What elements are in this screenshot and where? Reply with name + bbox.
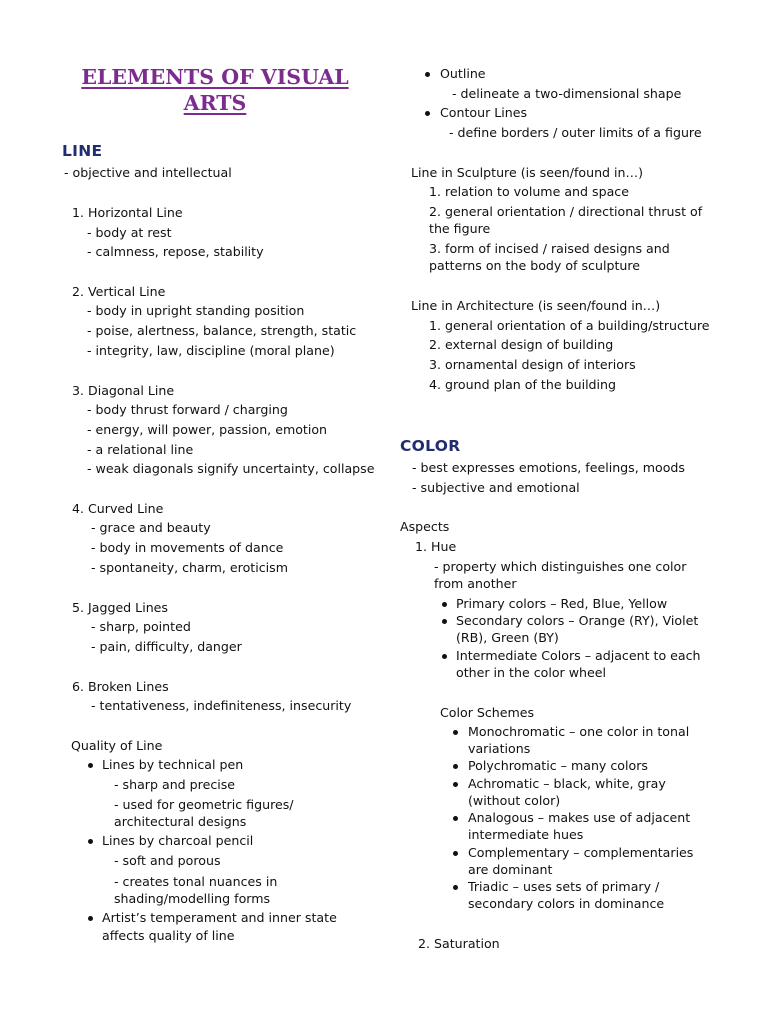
color-intro: - best expresses emotions, feelings, moods	[412, 460, 685, 475]
list-item: - body in movements of dance	[91, 540, 284, 555]
list-item: secondary colors in dominance	[468, 896, 665, 911]
list-item: - body in upright standing position	[87, 303, 305, 318]
list-item: - body at rest	[87, 225, 172, 240]
bullet-icon	[453, 730, 458, 735]
list-item: - poise, alertness, balance, strength, static	[87, 323, 357, 338]
list-item: - creates tonal nuances in	[114, 874, 278, 889]
list-item: Lines by technical pen	[102, 757, 244, 772]
bullet-icon	[425, 72, 430, 77]
list-item: Triadic – uses sets of primary /	[468, 879, 660, 894]
bullet-icon	[88, 916, 93, 921]
list-item: - used for geometric figures/	[114, 797, 294, 812]
bullet-icon	[453, 885, 458, 890]
list-item: 1. relation to volume and space	[429, 184, 629, 199]
list-item: Outline	[440, 66, 486, 81]
list-item: Monochromatic – one color in tonal	[468, 724, 690, 739]
list-item: - calmness, repose, stability	[87, 244, 264, 259]
aspects-title: Aspects	[400, 519, 450, 534]
bullet-icon	[453, 851, 458, 856]
list-item: patterns on the body of sculpture	[429, 258, 641, 273]
bullet-icon	[453, 816, 458, 821]
list-item: 3. form of incised / raised designs and	[429, 241, 670, 256]
list-item: shading/modelling forms	[114, 891, 271, 906]
section-heading-line: LINE	[62, 142, 103, 160]
page-title: ELEMENTS OF VISUAL ARTS	[81, 65, 349, 115]
horizontal-line-title: 1. Horizontal Line	[72, 205, 183, 220]
list-item: - soft and porous	[114, 853, 221, 868]
bullet-icon	[88, 763, 93, 768]
line-intro: - objective and intellectual	[64, 165, 232, 180]
bullet-icon	[442, 602, 447, 607]
list-item: Secondary colors – Orange (RY), Violet	[456, 613, 699, 628]
list-item: - sharp and precise	[114, 777, 236, 792]
list-item: - tentativeness, indefiniteness, insecurity	[91, 698, 352, 713]
list-item: 1. general orientation of a building/structure	[429, 318, 710, 333]
list-item: the figure	[429, 221, 491, 236]
list-item: (RB), Green (BY)	[456, 630, 559, 645]
list-item: Contour Lines	[440, 105, 528, 120]
list-item: from another	[434, 576, 517, 591]
list-item: - pain, difficulty, danger	[91, 639, 242, 654]
bullet-icon	[453, 764, 458, 769]
list-item: Polychromatic – many colors	[468, 758, 648, 773]
list-item: 2. general orientation / directional thrust of	[429, 204, 703, 219]
list-item: Complementary – complementaries	[468, 845, 694, 860]
list-item: Achromatic – black, white, gray	[468, 776, 666, 791]
list-item: - integrity, law, discipline (moral plane)	[87, 343, 335, 358]
vertical-line-title: 2. Vertical Line	[72, 284, 166, 299]
hue-title: 1. Hue	[415, 539, 457, 554]
bullet-icon	[442, 619, 447, 624]
list-item: 3. ornamental design of interiors	[429, 357, 636, 372]
list-item: 4. ground plan of the building	[429, 377, 617, 392]
list-item: - grace and beauty	[91, 520, 211, 535]
list-item: Lines by charcoal pencil	[102, 833, 254, 848]
list-item: - a relational line	[87, 442, 194, 457]
list-item: (without color)	[468, 793, 561, 808]
color-schemes-title: Color Schemes	[440, 705, 535, 720]
list-item: - spontaneity, charm, eroticism	[91, 560, 288, 575]
list-item: architectural designs	[114, 814, 247, 829]
list-item: variations	[468, 741, 531, 756]
line-in-architecture-title: Line in Architecture (is seen/found in…)	[411, 298, 661, 313]
list-item: Intermediate Colors – adjacent to each	[456, 648, 701, 663]
list-item: other in the color wheel	[456, 665, 606, 680]
list-item: - body thrust forward / charging	[87, 402, 288, 417]
list-item: intermediate hues	[468, 827, 584, 842]
list-item: 2. external design of building	[429, 337, 614, 352]
quality-of-line-title: Quality of Line	[71, 738, 163, 753]
list-item: Artist’s temperament and inner state	[102, 910, 337, 925]
color-intro: - subjective and emotional	[412, 480, 580, 495]
list-item: - weak diagonals signify uncertainty, collapse	[87, 461, 375, 476]
bullet-icon	[425, 111, 430, 116]
list-item: affects quality of line	[102, 928, 235, 943]
diagonal-line-title: 3. Diagonal Line	[72, 383, 175, 398]
jagged-lines-title: 5. Jagged Lines	[72, 600, 168, 615]
list-item: Analogous – makes use of adjacent	[468, 810, 691, 825]
list-item: - energy, will power, passion, emotion	[87, 422, 328, 437]
list-item: are dominant	[468, 862, 553, 877]
list-item: - delineate a two-dimensional shape	[452, 86, 682, 101]
section-heading-color: COLOR	[400, 437, 461, 455]
bullet-icon	[88, 839, 93, 844]
list-item: Primary colors – Red, Blue, Yellow	[456, 596, 668, 611]
curved-line-title: 4. Curved Line	[72, 501, 164, 516]
bullet-icon	[442, 654, 447, 659]
list-item: - define borders / outer limits of a figure	[449, 125, 702, 140]
line-in-sculpture-title: Line in Sculpture (is seen/found in…)	[411, 165, 644, 180]
broken-lines-title: 6. Broken Lines	[72, 679, 169, 694]
list-item: - sharp, pointed	[91, 619, 191, 634]
bullet-icon	[453, 782, 458, 787]
list-item: - property which distinguishes one color	[434, 559, 687, 574]
saturation-title: 2. Saturation	[418, 936, 500, 951]
